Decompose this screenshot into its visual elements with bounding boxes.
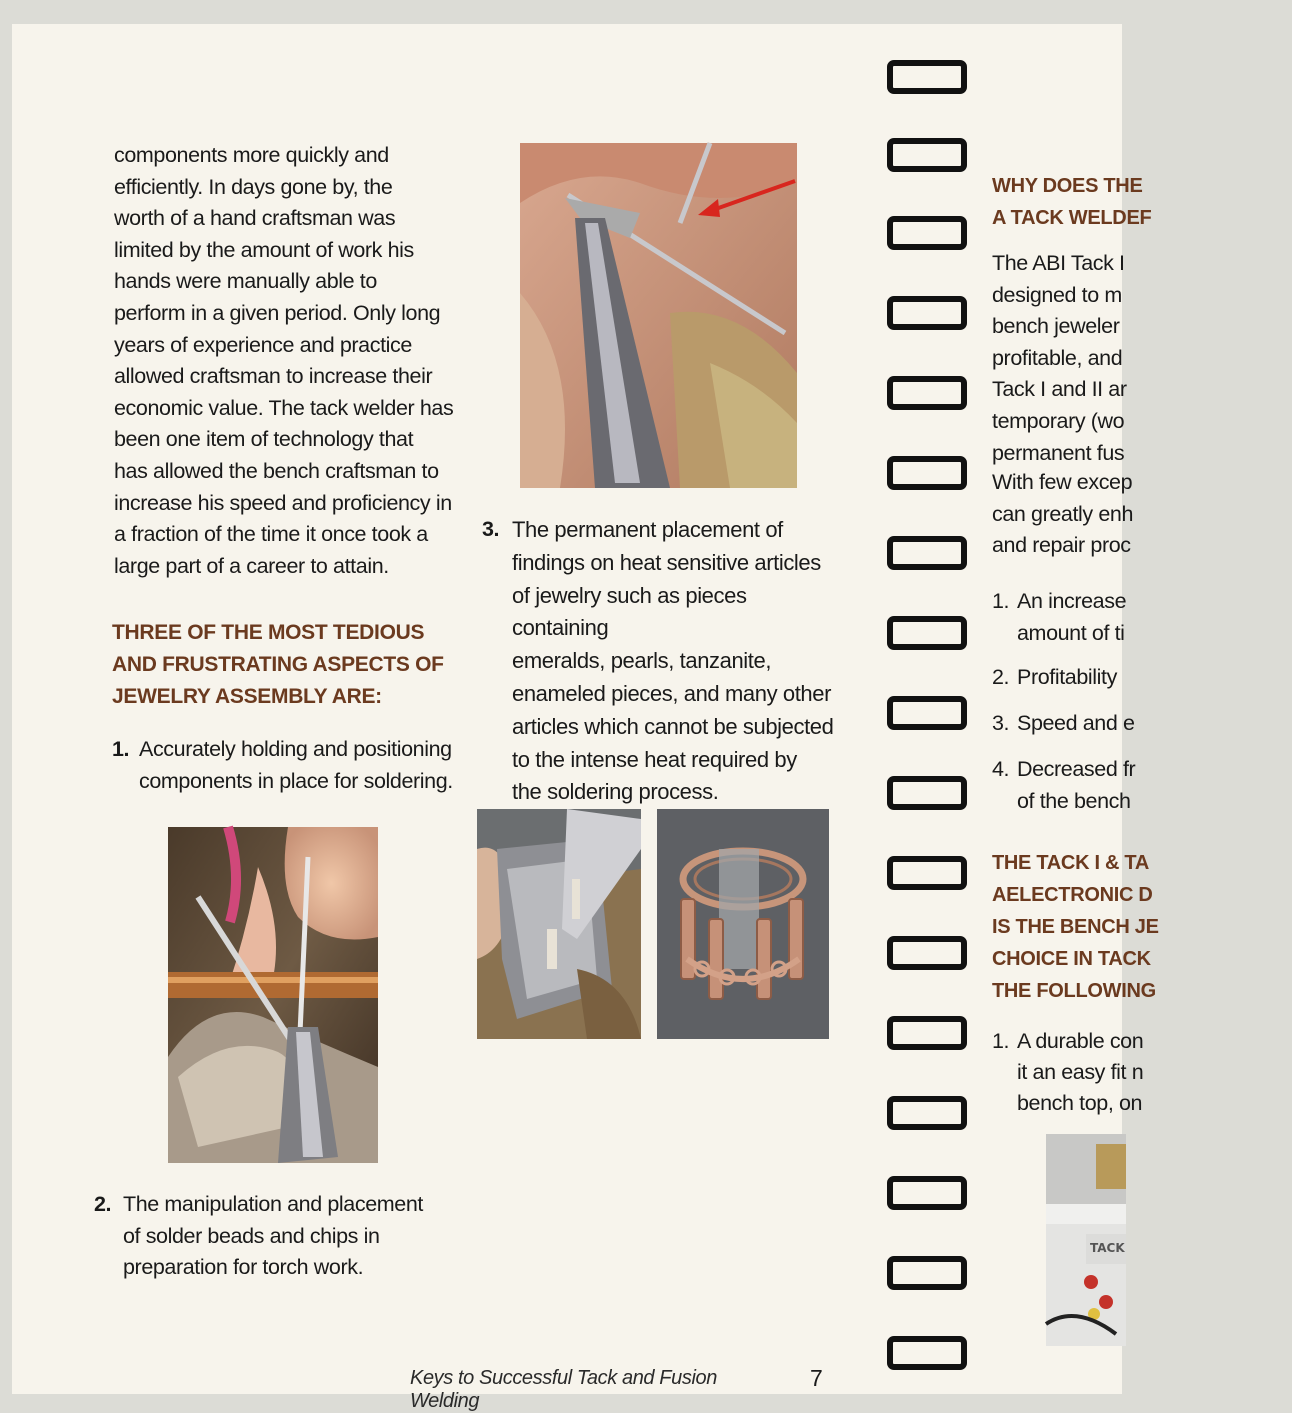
binding-coil [886,454,968,492]
text-line: bench top, on [1017,1091,1143,1115]
binding-coil [886,534,968,572]
text-line: to the intense heat required by [512,746,797,772]
binding-coil [886,934,968,972]
text-line: components in place for soldering. [139,768,453,793]
text-line: The manipulation and placement [123,1192,423,1216]
text-line: An increase [1017,589,1127,613]
text-line: temporary (wo [992,408,1125,433]
heading-line: THE TACK I & TA [992,852,1149,874]
list-item-3 [482,514,842,805]
jewelry-photo-buckle [477,809,641,1039]
binding-coil [886,854,968,892]
text-line: Accurately holding and positioning [139,737,452,761]
heading-line: AELECTRONIC D [992,884,1153,906]
text-line: enameled pieces, and many other [512,680,832,706]
text-line: increase his speed and proficiency in [114,490,452,515]
text-line: Tack I and II ar [992,377,1127,402]
text-line: can greatly enh [992,501,1134,526]
list-number: 4. [992,757,1010,781]
heading-line: AND FRUSTRATING ASPECTS OF [112,653,444,676]
text-line: of jewelry such as pieces containing [512,582,747,641]
heading-line: JEWELRY ASSEMBLY ARE: [112,685,382,708]
text-line: and repair proc [992,533,1131,558]
list-number: 3. [992,711,1010,735]
heading-line: CHOICE IN TACK [992,948,1151,970]
text-line: worth of a hand craftsman was [114,206,396,231]
text-line: years of experience and practice [114,332,412,357]
intro-paragraph [114,140,464,582]
list-item [992,1026,1292,1126]
right-list-1 [992,586,1292,816]
right-paragraph-1 [992,248,1292,469]
binding-coil [886,1334,968,1372]
jewelry-photo-pliers-ring [168,827,378,1163]
text-line: A durable con [1017,1029,1144,1053]
heading-line: WHY DOES THE [992,175,1143,197]
right-heading-2 [992,847,1292,1007]
text-line: been one item of technology that [114,427,414,452]
right-paragraph-2 [992,467,1292,562]
text-line: bench jeweler [992,314,1120,339]
text-line: preparation for torch work. [123,1255,364,1280]
text-line: allowed craftsman to increase their [114,364,433,389]
left-page [12,24,930,1412]
list-number: 2. [94,1192,112,1216]
binding-coil [886,1174,968,1212]
text-line: profitable, and [992,345,1123,370]
list-item-1 [112,734,472,804]
binding-coil [886,774,968,812]
right-heading-1 [992,170,1292,234]
text-line: findings on heat sensitive articles [512,549,821,575]
list-number: 3. [482,517,500,541]
tack-welder-machine-photo [1046,1134,1126,1346]
list-item-2 [94,1189,454,1289]
text-line: of solder beads and chips in [123,1223,380,1248]
text-line: perform in a given period. Only long [114,300,441,325]
text-line: permanent fus [992,440,1125,465]
section-heading [112,617,472,713]
heading-line: A TACK WELDEF [992,207,1152,229]
text-line: Speed and e [1017,711,1135,735]
jewelry-photo-tweezers-arrow [520,143,797,488]
text-line: Profitability [1017,665,1117,689]
list-number: 1. [112,737,130,761]
text-line: emeralds, pearls, tanzanite, [512,648,772,674]
machine-label: TACK [1090,1241,1125,1255]
text-line: designed to m [992,282,1122,307]
list-number: 1. [992,589,1010,613]
binding-coil [886,1014,968,1052]
text-line: the soldering process. [512,779,719,805]
list-item [992,754,1292,816]
list-number: 1. [992,1029,1010,1053]
text-line: of the bench [1017,788,1131,813]
text-line: The ABI Tack I [992,251,1125,275]
heading-line: THREE OF THE MOST TEDIOUS [112,621,425,644]
binding-coil [886,1254,968,1292]
heading-line: THE FOLLOWING [992,980,1156,1002]
text-line: a fraction of the time it once took a [114,522,428,547]
text-line: components more quickly and [114,143,389,167]
text-line: efficiently. In days gone by, the [114,174,393,199]
text-line: Decreased fr [1017,757,1136,781]
text-line: The permanent placement of [512,517,783,542]
text-line: articles which cannot be subjected [512,713,834,739]
binding-coil [886,294,968,332]
text-line: With few excep [992,470,1133,494]
text-line: economic value. The tack welder has [114,395,454,420]
binding-coil [886,136,968,174]
text-line: large part of a career to attain. [114,553,389,578]
jewelry-photo-ring-setting [657,809,829,1039]
right-list-2 [992,1026,1292,1126]
list-item [992,586,1292,648]
binding-coil [886,214,968,252]
binding-coil [886,374,968,412]
text-line: has allowed the bench craftsman to [114,458,439,483]
text-line: hands were manually able to [114,269,377,294]
page-number: 7 [810,1365,823,1391]
text-line: it an easy fit n [1017,1060,1144,1084]
heading-line: IS THE BENCH JE [992,916,1159,938]
text-line: limited by the amount of work his [114,237,414,262]
binding-coil [886,614,968,652]
list-item [992,708,1292,754]
footer-title: Keys to Successful Tack and Fusion Welding [410,1367,717,1412]
text-line: amount of ti [1017,620,1125,645]
binding-coil [886,694,968,732]
binding-coil [886,1094,968,1132]
list-item [992,662,1292,708]
binding-coil [886,58,968,96]
list-number: 2. [992,665,1010,689]
